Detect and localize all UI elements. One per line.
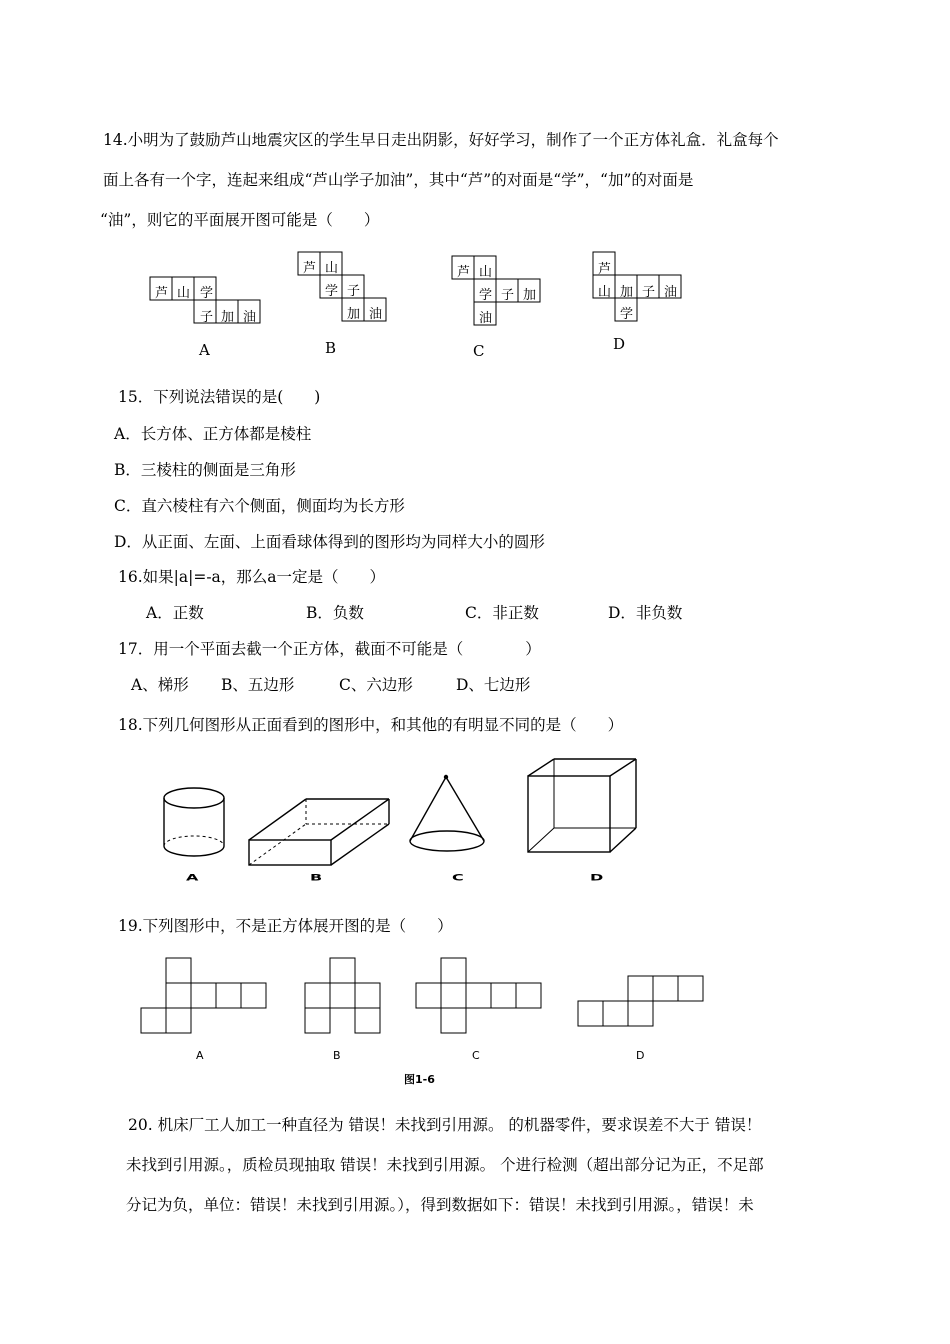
- q19-net-a: [141, 958, 266, 1033]
- net-d-char-you: 油: [664, 285, 678, 300]
- q15-stem: 15．下列说法错误的是( ): [118, 388, 321, 406]
- q18-label-c: C: [452, 872, 464, 883]
- q17-option-c: C、六边形: [339, 676, 413, 694]
- net-d-char-jia: 加: [620, 285, 634, 300]
- q19-label-c: C: [472, 1049, 480, 1062]
- q14-line-2: 面上各有一个字，连起来组成“芦山学子加油”，其中“芦”的对面是“学”，“加”的对面是: [103, 171, 694, 189]
- q20-line-2: 未找到引用源。，质检员现抽取 错误！未找到引用源。 个进行检测（超出部分记为正，不足部: [126, 1156, 764, 1174]
- net-a-char-xue: 学: [200, 286, 214, 301]
- net-c-char-shan: 山: [479, 265, 493, 280]
- q15-option-a: A．长方体、正方体都是棱柱: [114, 425, 312, 443]
- net-a-char-lu: 芦: [155, 286, 169, 301]
- net-b-char-shan: 山: [325, 261, 339, 276]
- q14-label-a: A: [199, 341, 210, 359]
- q16-option-b: B．负数: [306, 604, 364, 622]
- q17-option-d: D、七边形: [456, 676, 531, 694]
- q19-figure-caption: 图1-6: [404, 1073, 435, 1086]
- q19-label-b: B: [333, 1049, 341, 1062]
- net-d-char-lu: 芦: [598, 262, 612, 277]
- q15-option-c: C．直六棱柱有六个侧面，侧面均为长方形: [114, 497, 405, 515]
- net-c-char-jia: 加: [523, 288, 537, 303]
- net-b-char-jia: 加: [347, 307, 361, 322]
- q19-label-d: D: [636, 1049, 645, 1062]
- q18-label-a: A: [186, 872, 199, 883]
- q19-label-a: A: [196, 1049, 204, 1062]
- net-c-char-lu: 芦: [457, 265, 471, 280]
- q19-net-b: [305, 958, 380, 1033]
- q19-stem: 19.下列图形中，不是正方体展开图的是（ ）: [118, 917, 453, 935]
- net-b-char-lu: 芦: [303, 261, 317, 276]
- q14-label-b: B: [325, 339, 337, 357]
- net-a-char-you: 油: [243, 310, 257, 325]
- q16-option-d: D．非负数: [608, 604, 683, 622]
- q14-line-1: 14.小明为了鼓励芦山地震灾区的学生早日走出阴影，好好学习，制作了一个正方体礼盒．礼盒每个: [103, 131, 779, 149]
- q14-label-c: C: [473, 342, 485, 360]
- net-d-char-xue: 学: [620, 307, 634, 322]
- net-a-char-shan: 山: [177, 286, 191, 301]
- q20-line-3: 分记为负，单位：错误！未找到引用源。），得到数据如下：错误！未找到引用源。，错误！未: [126, 1196, 754, 1214]
- net-b-char-you: 油: [369, 307, 383, 322]
- q16-stem: 16.如果|a|=-a，那么a一定是（ ）: [118, 568, 386, 586]
- net-c-char-zi: 子: [501, 288, 515, 303]
- net-b-char-xue: 学: [325, 284, 339, 299]
- q19-net-c: [416, 958, 541, 1033]
- q15-option-b: B．三棱柱的侧面是三角形: [114, 461, 296, 479]
- net-b-char-zi: 子: [347, 284, 361, 299]
- q20-line-1: 20. 机床厂工人加工一种直径为 错误！未找到引用源。 的机器零件，要求误差不大于 错误！: [128, 1116, 762, 1134]
- q14-label-d: D: [613, 335, 626, 353]
- net-d-char-shan: 山: [598, 285, 612, 300]
- net-d-char-zi: 子: [642, 285, 656, 300]
- q15-option-d: D．从正面、左面、上面看球体得到的图形均为同样大小的圆形: [114, 533, 545, 551]
- q17-option-b: B、五边形: [221, 676, 295, 694]
- net-a-char-jia: 加: [221, 310, 235, 325]
- net-a-char-zi: 子: [200, 310, 214, 325]
- net-c-char-you: 油: [479, 311, 493, 326]
- q16-option-a: A．正数: [146, 604, 204, 622]
- q17-option-a: A、梯形: [131, 676, 189, 694]
- q18-label-b: B: [310, 872, 323, 883]
- q16-option-c: C．非正数: [465, 604, 539, 622]
- q17-stem: 17．用一个平面去截一个正方体，截面不可能是（ ）: [118, 640, 541, 658]
- q19-net-d: [578, 976, 703, 1026]
- q14-line-3: “油”，则它的平面展开图可能是（ ）: [100, 211, 380, 229]
- q18-stem: 18.下列几何图形从正面看到的图形中，和其他的有明显不同的是（ ）: [118, 716, 624, 734]
- q18-label-d: D: [590, 872, 604, 883]
- net-c-char-xue: 学: [479, 288, 493, 303]
